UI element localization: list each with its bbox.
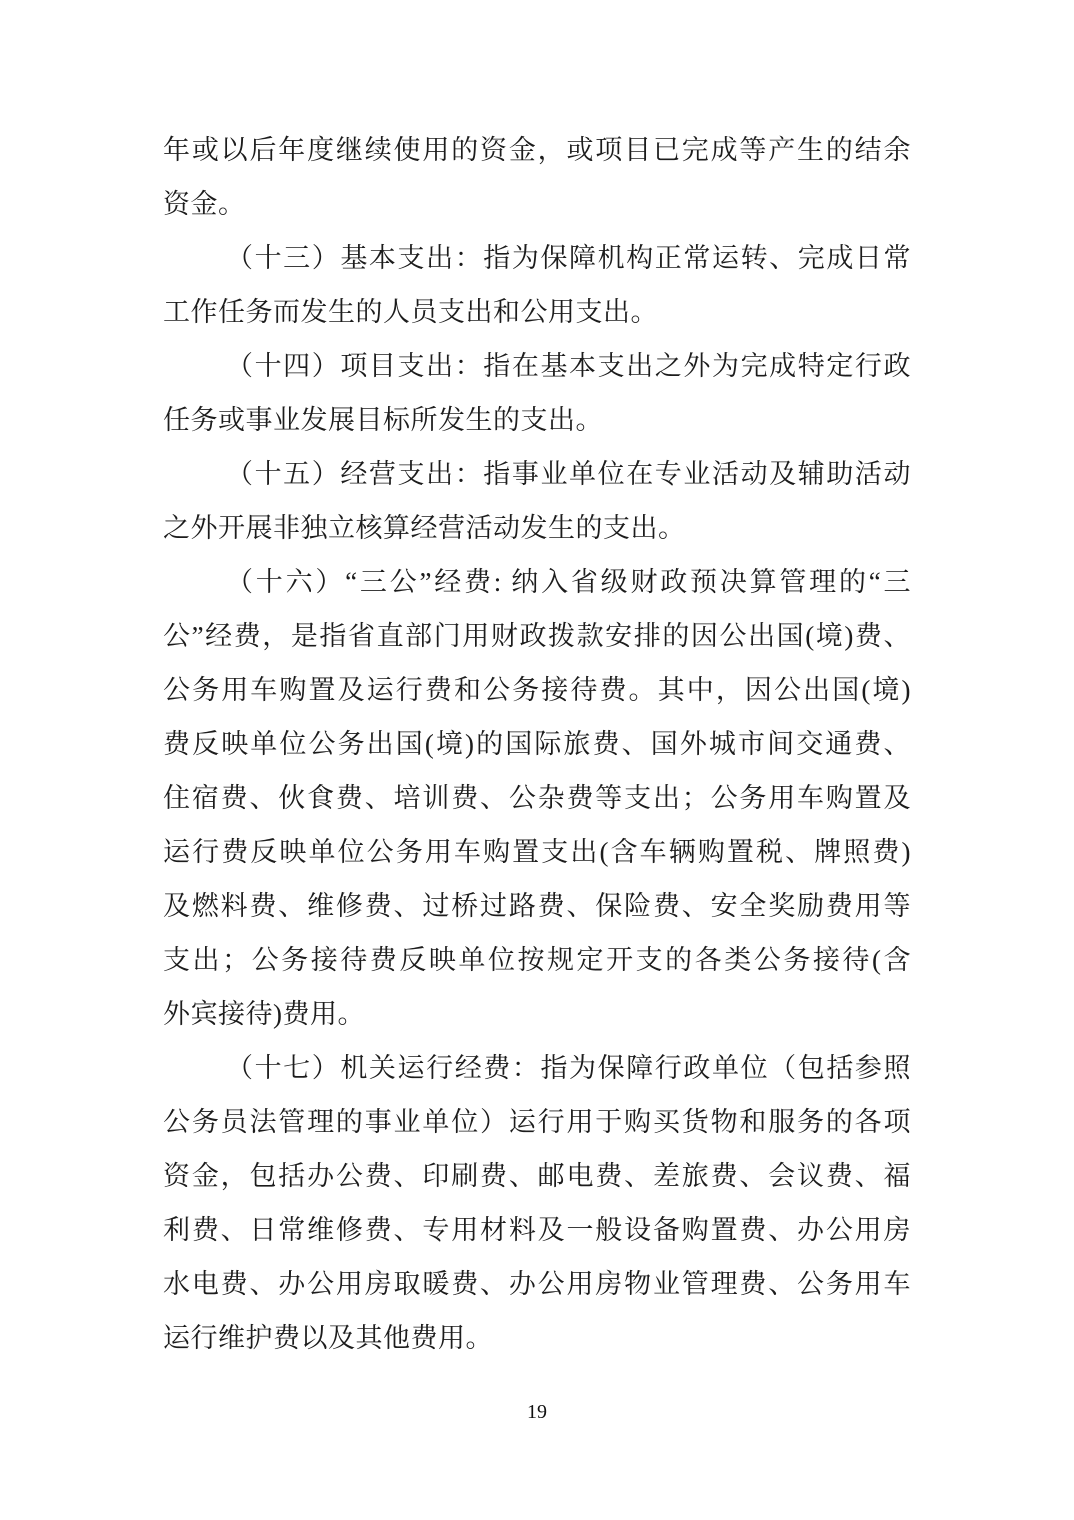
text-line: 支出；公务接待费反映单位按规定开支的各类公务接待(含 [163, 945, 911, 975]
text-line: 公”经费，是指省直部门用财政拨款安排的因公出国(境)费、 [163, 621, 911, 651]
paragraph-item-14-xiangmu-zhichu [163, 339, 911, 447]
text-line: 任务或事业发展目标所发生的支出。 [163, 405, 603, 435]
text-line: 资金。 [163, 189, 246, 219]
text-line: 之外开展非独立核算经营活动发生的支出。 [163, 513, 686, 543]
page-number: 19 [527, 1401, 547, 1423]
text-line: 公务用车购置及运行费和公务接待费。其中，因公出国(境) [163, 675, 911, 705]
text-line: 外宾接待)费用。 [163, 999, 365, 1029]
text-line: 资金，包括办公费、印刷费、邮电费、差旅费、会议费、福 [163, 1161, 911, 1191]
text-line: （十七）机关运行经费：指为保障行政单位（包括参照 [226, 1053, 911, 1083]
text-line: 住宿费、伙食费、培训费、公杂费等支出；公务用车购置及 [163, 783, 911, 813]
text-line: 利费、日常维修费、专用材料及一般设备购置费、办公用房 [163, 1215, 911, 1245]
text-line: （十四）项目支出：指在基本支出之外为完成特定行政 [226, 351, 911, 381]
text-line: 运行维护费以及其他费用。 [163, 1323, 493, 1353]
text-line: 年或以后年度继续使用的资金，或项目已完成等产生的结余 [163, 135, 911, 165]
text-line: （十六）“三公”经费: 纳入省级财政预决算管理的“三 [226, 567, 911, 597]
text-line: 公务员法管理的事业单位）运行用于购买货物和服务的各项 [163, 1107, 911, 1137]
paragraph-item-17-jiguan-yunxing-jingfei [163, 1041, 911, 1365]
text-line: 工作任务而发生的人员支出和公用支出。 [163, 297, 658, 327]
paragraph-item-15-jingying-zhichu [163, 447, 911, 555]
text-line: （十五）经营支出：指事业单位在专业活动及辅助活动 [226, 459, 911, 489]
paragraph-continuation-jieyu-zijin [163, 123, 911, 231]
text-line: 费反映单位公务出国(境)的国际旅费、国外城市间交通费、 [163, 729, 911, 759]
text-line: （十三）基本支出：指为保障机构正常运转、完成日常 [226, 243, 911, 273]
paragraph-item-13-jiben-zhichu [163, 231, 911, 339]
document-body [163, 123, 911, 1365]
text-line: 运行费反映单位公务用车购置支出(含车辆购置税、牌照费) [163, 837, 911, 867]
text-line: 及燃料费、维修费、过桥过路费、保险费、安全奖励费用等 [163, 891, 911, 921]
paragraph-item-16-sangong-jingfei [163, 555, 911, 1041]
text-line: 水电费、办公用房取暖费、办公用房物业管理费、公务用车 [163, 1269, 911, 1299]
